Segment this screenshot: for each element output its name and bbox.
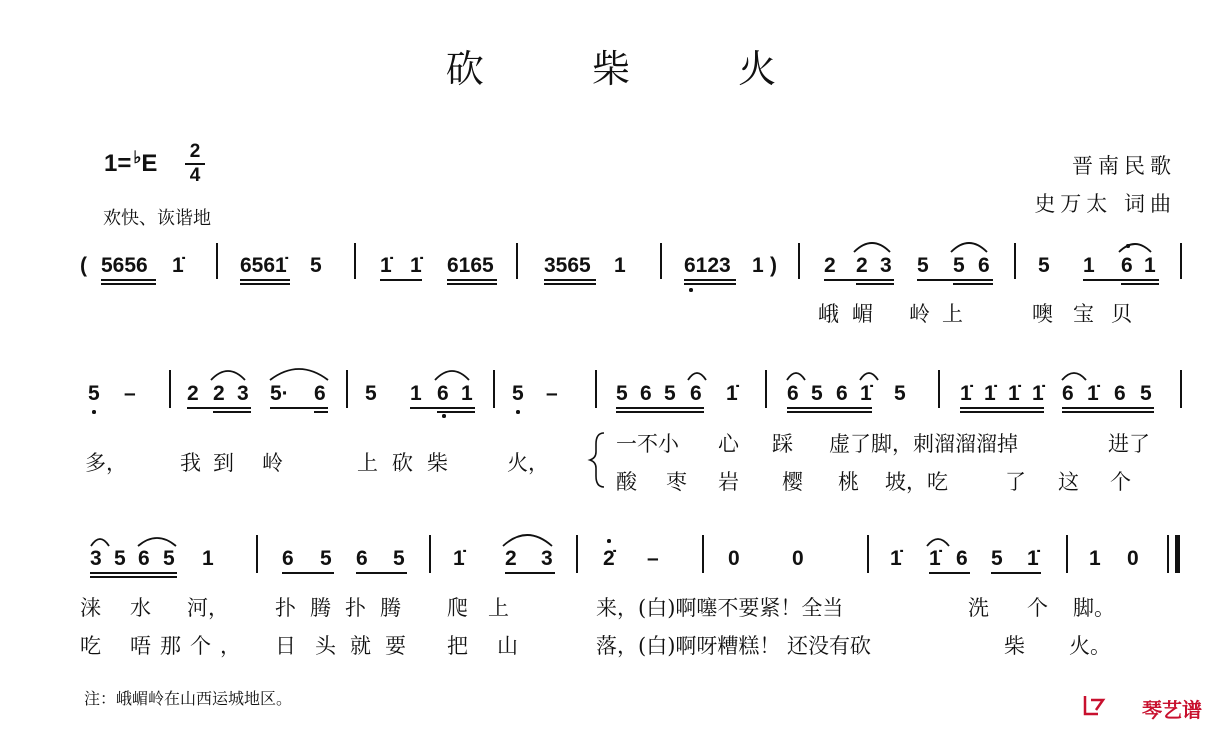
lyric: 踩	[772, 432, 793, 456]
lyric: 贝	[1111, 302, 1132, 326]
bar-line	[595, 370, 597, 408]
lyric: 山	[497, 634, 518, 658]
note: 1	[1083, 254, 1095, 277]
note: 1̇	[1032, 382, 1044, 405]
note: 1̇	[929, 547, 941, 570]
lyric: 多，	[85, 451, 127, 475]
note: 3	[880, 254, 892, 277]
note: 5	[365, 382, 377, 405]
note: 1̇	[453, 547, 465, 570]
note: 1̇	[172, 254, 184, 277]
note: 5	[894, 382, 906, 405]
bar-line	[354, 243, 356, 279]
note: 5	[393, 547, 405, 570]
note: 1̇	[984, 382, 996, 405]
bar-line	[798, 243, 800, 279]
lyric: 了	[1005, 470, 1026, 494]
lyric: 我	[180, 451, 201, 475]
note: 5	[512, 382, 524, 405]
note: 5·	[270, 382, 289, 405]
lyric: 樱	[782, 470, 803, 494]
note: 1	[1089, 547, 1101, 570]
note: 1̇	[410, 254, 422, 277]
lyric: 峨	[818, 302, 839, 326]
note: 6	[836, 382, 848, 405]
lyric: 吃	[80, 634, 101, 658]
bar-line	[493, 370, 495, 408]
note: 5	[917, 254, 929, 277]
tempo-marking: 欢快、诙谐地	[103, 208, 211, 229]
note: 1̇	[960, 382, 972, 405]
rest: 0	[1127, 547, 1139, 570]
note-group: 5656	[101, 254, 148, 277]
lyric: 火。	[1069, 634, 1111, 658]
lyric: 洗	[968, 596, 989, 620]
lyric: 噢	[1032, 302, 1053, 326]
lyric: 上	[357, 451, 378, 475]
note: 5	[811, 382, 823, 405]
bar-line	[660, 243, 662, 279]
lyric: 桃	[838, 470, 859, 494]
note: 3	[541, 547, 553, 570]
dash: –	[124, 382, 136, 405]
lyric: 脚。	[1073, 596, 1115, 620]
note: 1	[752, 254, 764, 277]
key-note: E	[141, 150, 158, 177]
lyric: 枣	[666, 470, 687, 494]
note: 6	[1121, 254, 1133, 277]
lyric: 宝	[1073, 302, 1094, 326]
note: 6	[1062, 382, 1074, 405]
lyric: 日	[275, 634, 296, 658]
note: 1̇	[890, 547, 902, 570]
note: 1	[1144, 254, 1156, 277]
note: 1̇	[1087, 382, 1099, 405]
note: 6	[138, 547, 150, 570]
lyric: 落，(白)啊呀糟糕！ 还没有砍	[596, 634, 872, 658]
note: 2	[824, 254, 836, 277]
note: 1̇	[726, 382, 738, 405]
bar-line	[576, 535, 578, 573]
note: 1̇	[1008, 382, 1020, 405]
note-group: 6561̇	[240, 254, 287, 277]
lyric: 心	[718, 432, 739, 456]
lyric: 砍	[392, 451, 413, 475]
bar-line	[765, 370, 767, 408]
lyric: 涞	[80, 596, 101, 620]
note-group: 6123	[684, 254, 731, 277]
meter-bottom: 4	[189, 165, 201, 186]
footnote: 注：峨嵋岭在山西运城地区。	[84, 689, 293, 708]
lyric: 个	[1110, 470, 1131, 494]
note: 2̇	[603, 547, 615, 570]
note: 6	[282, 547, 294, 570]
note: 5	[163, 547, 175, 570]
lyric: 虚了脚，刺溜溜溜掉	[829, 432, 1018, 456]
watermark-logo-text: 琴艺谱	[1142, 700, 1202, 722]
note: 1̇	[860, 382, 872, 405]
dash: –	[546, 382, 558, 405]
note: 5	[1038, 254, 1050, 277]
lyric: 到	[213, 451, 234, 475]
author-credit: 史万太 词曲	[1034, 192, 1176, 216]
key-prefix: 1=	[104, 150, 132, 177]
time-signature	[185, 142, 205, 186]
bar-line	[1014, 243, 1016, 279]
key-signature	[104, 148, 157, 178]
note: 6	[640, 382, 652, 405]
note: 2	[505, 547, 517, 570]
song-title: 砍 柴 火	[445, 47, 825, 91]
lyric: 唔那个，	[130, 634, 250, 658]
note: 3	[237, 382, 249, 405]
bar-line	[346, 370, 348, 408]
note: 5	[616, 382, 628, 405]
note-group: 6165	[447, 254, 494, 277]
lyric: 扑腾扑腾	[275, 596, 415, 620]
lyric: 一不小	[616, 432, 679, 456]
note: 2	[187, 382, 199, 405]
note: 5	[1140, 382, 1152, 405]
note: 5	[310, 254, 322, 277]
lyric: 上	[942, 302, 963, 326]
lyric: 把	[447, 634, 468, 658]
note: 6	[956, 547, 968, 570]
bar-line	[516, 243, 518, 279]
dash: –	[647, 547, 659, 570]
lyric: 柴	[1004, 634, 1025, 658]
note: 2	[213, 382, 225, 405]
lyric: 来，(白)啊噻不要紧！全当	[596, 596, 844, 620]
lyric: 坡，吃	[885, 470, 948, 494]
note: 3	[90, 547, 102, 570]
note: 5	[991, 547, 1003, 570]
final-bar-thin	[1167, 535, 1169, 573]
bar-line	[1066, 535, 1068, 573]
lyric: 火，	[507, 451, 549, 475]
flat-sign: ♭	[133, 148, 142, 167]
note: 1̇	[1027, 547, 1039, 570]
paren-open: (	[80, 254, 87, 277]
note: 6	[314, 382, 326, 405]
lyric: 岭	[262, 451, 283, 475]
meter-top: 2	[189, 141, 201, 162]
lyric: 上	[488, 596, 509, 620]
note: 6	[437, 382, 449, 405]
note: 5	[953, 254, 965, 277]
note: 6	[1114, 382, 1126, 405]
lyric: 岭	[909, 302, 930, 326]
bar-line	[256, 535, 258, 573]
lyric: 水	[130, 596, 151, 620]
logo-icon	[1082, 693, 1108, 717]
lyric: 这	[1058, 470, 1079, 494]
bar-line	[938, 370, 940, 408]
bar-line	[216, 243, 218, 279]
lyric: 岩	[718, 470, 739, 494]
bar-line	[867, 535, 869, 573]
bar-line	[702, 535, 704, 573]
note: 5	[114, 547, 126, 570]
rest: 0	[792, 547, 804, 570]
origin-credit: 晋南民歌	[1072, 154, 1176, 178]
note: 2	[856, 254, 868, 277]
lyric: 河，	[187, 596, 229, 620]
note: 1	[614, 254, 626, 277]
lyric: 嵋	[852, 302, 873, 326]
note: 1	[202, 547, 214, 570]
lyric: 柴	[427, 451, 448, 475]
lyric: 酸	[616, 470, 637, 494]
lyric: 个	[1027, 596, 1048, 620]
lyric: 进了	[1108, 432, 1150, 456]
note: 6	[356, 547, 368, 570]
bar-line	[1180, 243, 1182, 279]
note: 6	[787, 382, 799, 405]
note: 5	[664, 382, 676, 405]
paren-close: )	[770, 254, 777, 277]
lyric: 爬	[447, 596, 468, 620]
note: 6	[690, 382, 702, 405]
note: 1̇	[380, 254, 392, 277]
rest: 0	[728, 547, 740, 570]
note: 5	[320, 547, 332, 570]
bar-line	[429, 535, 431, 573]
lyric: 头就要	[315, 634, 420, 658]
final-bar-thick	[1175, 535, 1180, 573]
bar-line	[169, 370, 171, 408]
note: 5	[88, 382, 100, 405]
note-group: 3565	[544, 254, 591, 277]
note: 1	[410, 382, 422, 405]
bar-line	[1180, 370, 1182, 408]
note: 6	[978, 254, 990, 277]
note: 1	[461, 382, 473, 405]
